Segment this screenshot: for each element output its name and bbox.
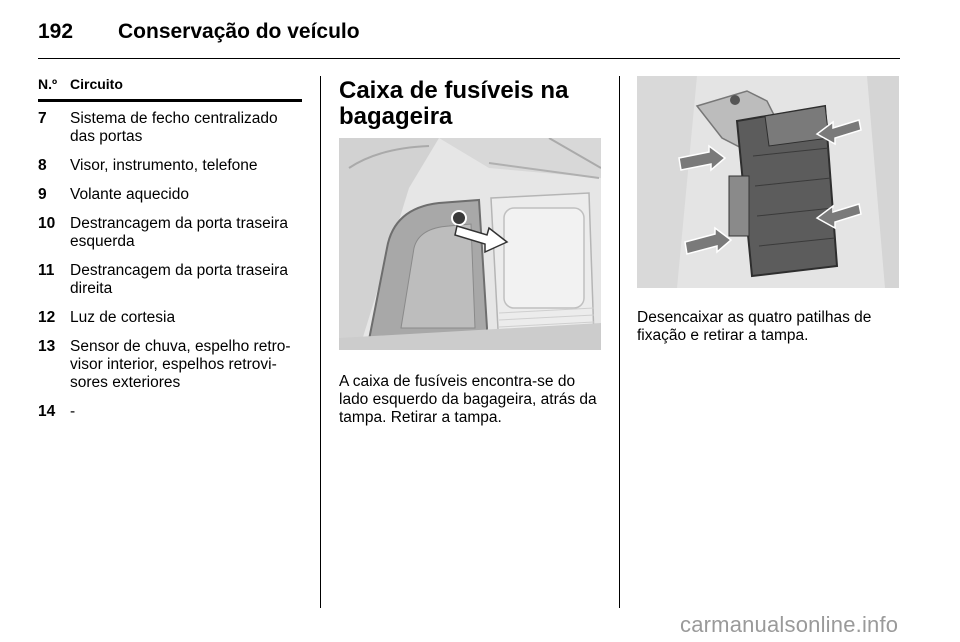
circuit-description: Sistema de fecho centralizado das portas	[70, 110, 278, 145]
fuse-number: 13	[38, 338, 56, 355]
column-divider-left	[320, 76, 321, 608]
luggage-compartment-illustration	[339, 138, 601, 350]
fuse-box-section	[339, 76, 603, 427]
circuit-description: Destrancagem da porta traseira direita	[70, 262, 288, 297]
table-row	[38, 309, 302, 327]
table-row	[38, 262, 302, 298]
fuse-number: 10	[38, 215, 56, 232]
circuit-description: Sensor de chuva, espelho retro-visor interior, espelhos retrovi-sores exteriores	[70, 338, 291, 391]
column-header-number: N.º	[38, 76, 58, 92]
fuse-number: 8	[38, 157, 47, 174]
circuit-description: Visor, instrumento, telefone	[70, 157, 258, 174]
paragraph-fuse-box-location: A caixa de fusíveis encontra-se do lado esquerdo da bagageira, atrás da tampa. Retirar a tampa.	[339, 373, 597, 426]
table-row	[38, 110, 302, 146]
circuit-description: Volante aquecido	[70, 186, 189, 203]
fuse-number: 9	[38, 186, 47, 203]
watermark: carmanualsonline.info	[680, 612, 899, 637]
table-row	[38, 338, 302, 392]
page-number: 192	[38, 20, 74, 43]
circuit-description: Luz de cortesia	[70, 309, 176, 326]
column-header-circuit: Circuito	[70, 76, 123, 92]
header-divider	[38, 58, 900, 59]
chapter-title: Conservação do veículo	[118, 20, 360, 43]
fuse-box-cover-illustration	[637, 76, 899, 288]
fuse-number: 12	[38, 309, 56, 326]
fuse-table-header	[38, 76, 302, 97]
fuse-number: 11	[38, 262, 55, 279]
table-row	[38, 157, 302, 175]
fuse-number: 7	[38, 110, 47, 127]
table-row	[38, 215, 302, 251]
table-row	[38, 186, 302, 204]
fuse-table	[38, 76, 302, 432]
page-header	[38, 18, 900, 58]
fuse-box-cover-section	[637, 76, 901, 345]
fuse-number: 14	[38, 403, 56, 420]
paragraph-remove-cover: Desencaixar as quatro patilhas de fixação e retirar a tampa.	[637, 309, 872, 344]
table-header-divider	[38, 99, 302, 102]
circuit-description: -	[70, 403, 76, 420]
section-title: Caixa de fusíveis na bagageira	[339, 77, 569, 130]
table-row	[38, 403, 302, 421]
column-divider-right	[619, 76, 620, 608]
circuit-description: Destrancagem da porta traseira esquerda	[70, 215, 288, 250]
